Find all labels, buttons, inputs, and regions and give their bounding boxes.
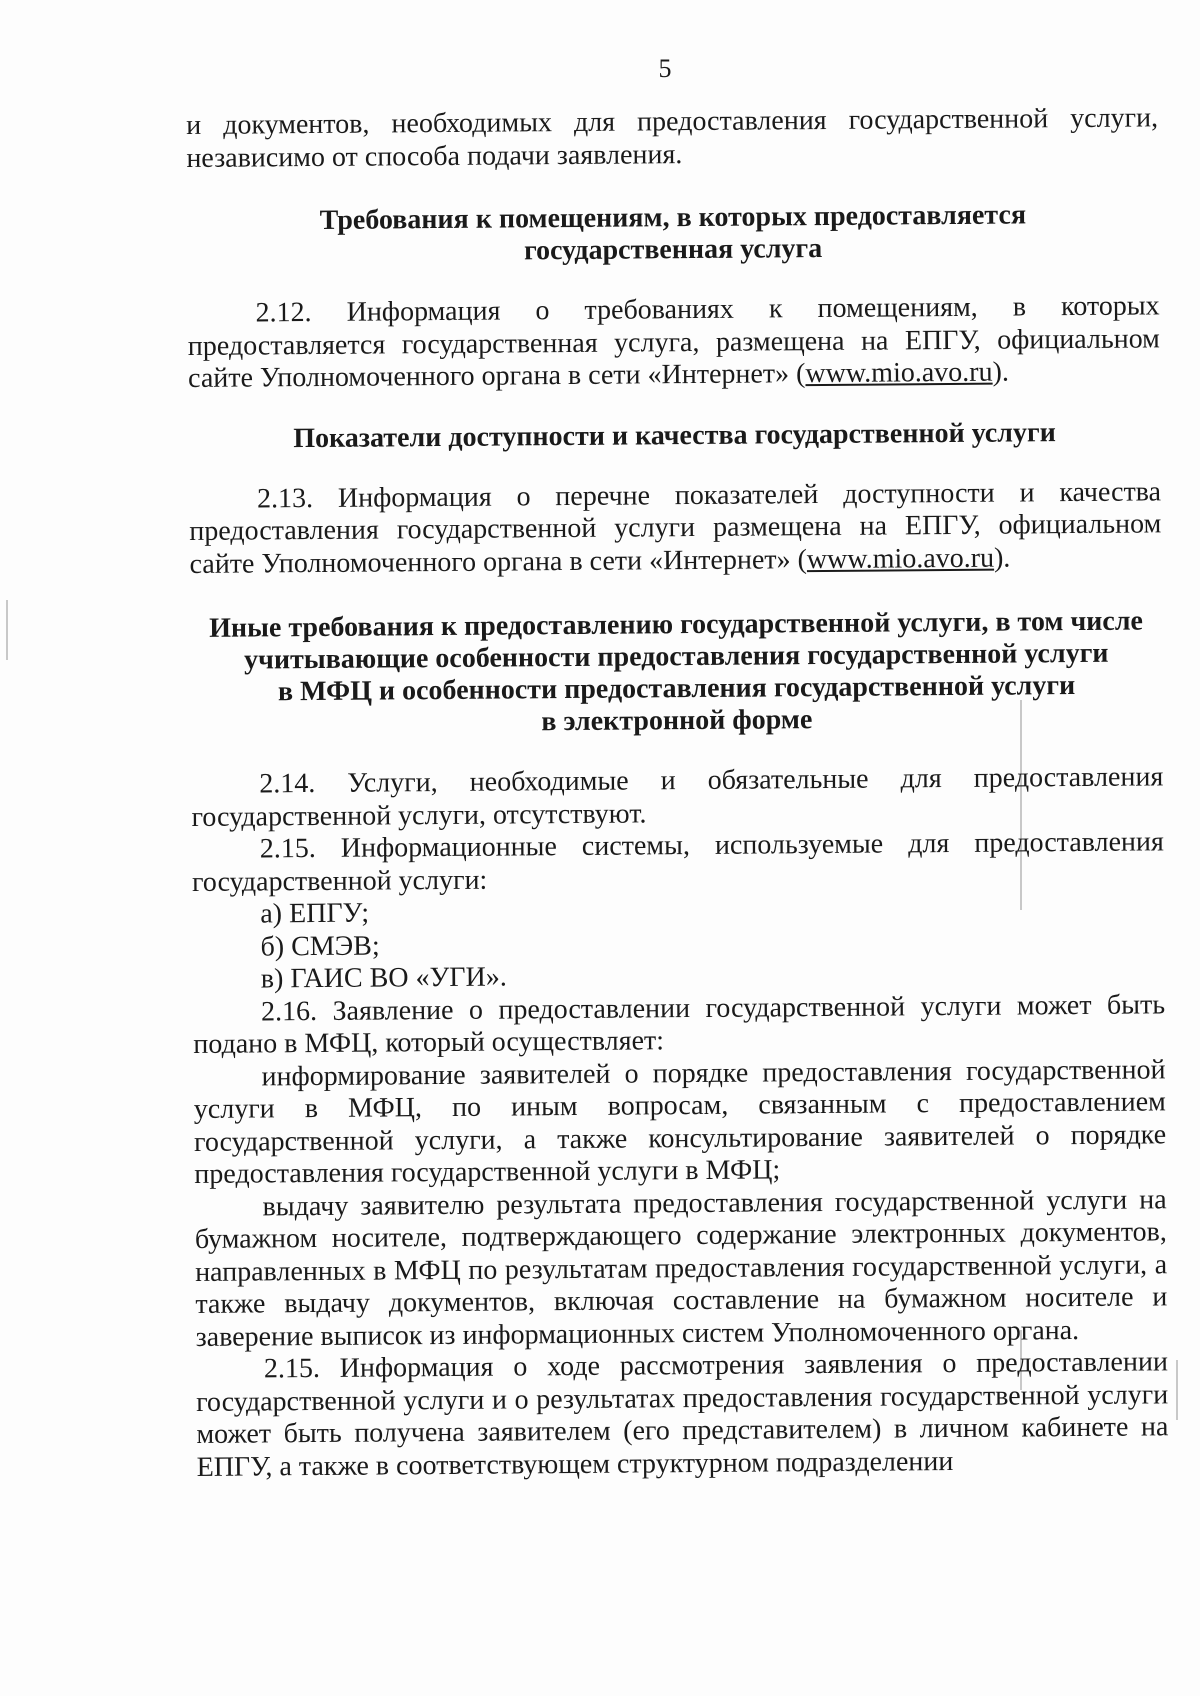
paragraph-issuing: выдачу заявителю результата предоставления государственной услуги на бумажном носителе, подтверждающего содержание электронных документов, направленных в МФЦ по результатам предоставления государственной услуги, а также выдачу документов, включая составление на бумажном носителе и заверение выписок из информационных систем Уполномоченного органа. bbox=[194, 1183, 1168, 1353]
scan-artifact bbox=[6, 600, 8, 660]
heading-line: в МФЦ и особенности предоставления государственной услуги bbox=[277, 670, 1076, 708]
paragraph-2-13 bbox=[189, 476, 1162, 581]
paragraph-2-15: 2.15. Информационные системы, используемые для предоставления государственной услуги: bbox=[191, 826, 1164, 898]
heading-line: Требования к помещениям, в которых предоставляется bbox=[319, 199, 1027, 236]
website-link[interactable]: www.mio.avo.ru bbox=[805, 356, 993, 390]
heading-line: Показатели доступности и качества государственной услуги bbox=[293, 416, 1056, 454]
paragraph-text: ). bbox=[993, 542, 1011, 574]
paragraph-2-16: 2.16. Заявление о предоставлении государственной услуги может быть подано в МФЦ, который осуществляет: bbox=[193, 988, 1166, 1060]
section-heading-other-requirements bbox=[190, 605, 1163, 741]
heading-line: учитывающие особенности предоставления государственной услуги bbox=[243, 637, 1109, 676]
section-heading-accessibility bbox=[188, 416, 1160, 456]
list-item: в) ГАИС ВО «УГИ». bbox=[260, 961, 507, 995]
list-item: а) ЕПГУ; bbox=[260, 897, 370, 930]
paragraph-text: ). bbox=[992, 356, 1010, 388]
list-item: б) СМЭВ; bbox=[260, 930, 380, 962]
paragraph-informing: информирование заявителей о порядке предоставления государственной услуги в МФЦ, по иным вопросам, связанным с предоставлением государственной услуги, а также консультирование заявителей о порядке предоставления государственной услуги в МФЦ; bbox=[193, 1053, 1167, 1190]
heading-line: государственная услуга bbox=[523, 233, 823, 267]
paragraph-2-12 bbox=[187, 290, 1160, 395]
document-body bbox=[186, 102, 1169, 1484]
paragraph-text: 2.12. Информация о требованиях к помещениям, в которых предоставляется государственная услуга, размещена на ЕПГУ, официальном сайте Уполномоченного органа в сети «Интернет» ( bbox=[187, 290, 1160, 394]
scan-artifact bbox=[1176, 1360, 1178, 1420]
paragraph-text: 2.13. Информация о перечне показателей доступности и качества предоставления государственной услуги размещена на ЕПГУ, официальном сайте Уполномоченного органа в сети «Интернет» ( bbox=[189, 475, 1162, 580]
page-number: 5 bbox=[658, 54, 672, 83]
heading-line: Иные требования к предоставлению государственной услуги, в том числе bbox=[209, 605, 1144, 644]
section-heading-premises bbox=[187, 198, 1159, 270]
heading-line: в электронной форме bbox=[541, 704, 813, 738]
continuation-paragraph: и документов, необходимых для предоставления государственной услуги, независимо от способа подачи заявления. bbox=[186, 102, 1159, 174]
paragraph-2-15-status: 2.15. Информация о ходе рассмотрения заявления о предоставлении государственной услуги и о результатах предоставления государственной услуги может быть получена заявителем (его представителем) в личном кабинете на ЕПГУ, а также в соответствующем структурном подразделении bbox=[196, 1346, 1169, 1483]
website-link[interactable]: www.mio.avo.ru bbox=[806, 542, 995, 575]
paragraph-2-14: 2.14. Услуги, необходимые и обязательные для предоставления государственной услуги, отсутствуют. bbox=[191, 761, 1164, 833]
